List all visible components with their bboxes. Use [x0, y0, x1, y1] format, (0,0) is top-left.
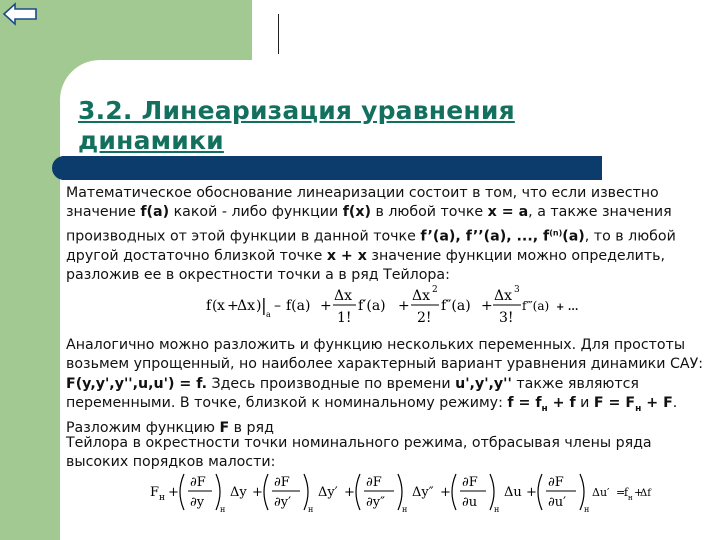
taylor-t2-pow: 2 [432, 285, 438, 295]
multi-bold-f-nominal-b: + f [547, 395, 576, 412]
taylor-minus: – [274, 298, 281, 314]
lin-Dup: Δu′ [592, 486, 610, 499]
lin-dup: ∂u′ [548, 495, 567, 510]
lin-dF-3: ∂F [366, 475, 382, 490]
lin-sub-3: н [402, 505, 408, 514]
intro-bold-xdx: x + x [326, 247, 367, 264]
multi-bold-f-nominal-sub: н [541, 404, 548, 415]
back-arrow-icon-shape[interactable] [4, 4, 36, 24]
taylor-t1-fn: f′(a) [358, 298, 386, 314]
lin-du: ∂u [462, 495, 478, 510]
paragraph-taylor-nominal: Тейлора в окрестности точки номинального режима, отбрасывая члены ряда высоких порядков малости: [66, 435, 652, 471]
lin-sub-5: н [584, 505, 590, 514]
lin-fn: f [624, 486, 629, 499]
lin-eq: = [616, 486, 626, 499]
multi-text-4: и [575, 395, 594, 412]
lin-plus-1: + [168, 485, 179, 500]
intro-text-1: Математическое обоснование линеаризации состоит в том, что если известно значение [66, 185, 659, 221]
lin-plus-6: + [634, 486, 644, 499]
lin-dy: ∂y [190, 495, 205, 510]
taylor-t1-num: Δx [334, 288, 353, 304]
lin-dF-1: ∂F [190, 475, 206, 490]
intro-bold-xa: x = a [487, 204, 529, 221]
multi-bold-f-nominal-a: f = f [507, 395, 542, 412]
lin-dyp: ∂y′ [274, 495, 292, 510]
taylor-series-formula [206, 283, 579, 327]
lin-sub-2: н [308, 505, 314, 514]
lin-Dyp: Δy′ [318, 485, 338, 500]
lin-Df: Δf [640, 488, 651, 499]
multi-text-3: также являются переменными. В точке, близкой к номинальному режиму: [66, 375, 639, 412]
taylor-t2-fn: f″(a) [441, 298, 471, 314]
multi-bold-equation: F(y,y',y'',u,u') = f. [66, 375, 207, 392]
lin-plus-4: + [440, 485, 451, 500]
lin-paren-l-4 [452, 474, 456, 510]
taylor-a-sub: a [266, 310, 271, 319]
intro-text-5: , то в любой другой достаточно близкой точке [66, 228, 676, 264]
taylor-bar: | [261, 296, 267, 316]
multi-bold-F-nominal-sub: н [635, 404, 642, 415]
lin-Fn: F [150, 485, 160, 500]
paragraph-intro [66, 184, 712, 286]
lin-sub-1: н [220, 505, 226, 514]
lin-Dy: Δy [230, 485, 247, 500]
taylor-fa: f(a) [286, 298, 311, 314]
taylor-plus-3: + [481, 298, 493, 314]
lin-plus-3: + [344, 485, 355, 500]
lin-dF-5: ∂F [548, 475, 564, 490]
taylor-t3-num: Δx [494, 288, 513, 304]
title-band [62, 156, 602, 180]
lin-dF-2: ∂F [274, 475, 290, 490]
slide-title: 3.2. Линеаризация уравнения динамики [78, 96, 515, 155]
taylor-t2-den: 2! [417, 310, 432, 326]
taylor-x: x [217, 298, 225, 314]
taylor-lp: ( [212, 298, 218, 314]
intro-bold-derivs: f’(a), f’’(a), ..., f [420, 228, 550, 245]
intro-bold-derivs-end: (a) [562, 228, 585, 245]
multi-bold-F: F [219, 420, 230, 437]
multi-bold-vars: u',y',y'' [455, 375, 512, 392]
intro-text-2: какой - либо функции [169, 204, 343, 221]
multi-text-1: Аналогично можно разложить и функцию нескольких переменных. Для простоты возьмем упрощенный, но наиболее характерный вариант уравнения динамики САУ: [66, 337, 704, 373]
lin-Du: Δu [504, 485, 522, 500]
lin-paren-l-5 [538, 474, 542, 510]
multi-text-5: . Разложим функцию [66, 395, 678, 437]
lin-Fn-sub: н [159, 493, 165, 503]
lin-paren-l-2 [264, 474, 268, 510]
intro-text-3: в любой точке [370, 204, 488, 221]
taylor-f: f [206, 298, 212, 314]
taylor-dx: Δx [237, 298, 256, 314]
back-arrow-icon[interactable] [2, 2, 38, 26]
lin-plus-5: + [526, 485, 537, 500]
paragraph-multivariable [66, 336, 716, 439]
lin-dF-4: ∂F [462, 475, 478, 490]
lin-plus-2: + [252, 485, 263, 500]
lin-paren-l-1 [180, 474, 184, 510]
lin-dypp: ∂y″ [366, 495, 385, 510]
lin-Dypp: Δy″ [412, 485, 434, 500]
intro-bold-fa: f(a) [140, 204, 170, 221]
linearized-equation-formula [150, 468, 650, 516]
taylor-t3-pow: 3 [514, 285, 520, 295]
vertical-divider [278, 14, 279, 54]
intro-text-4: , а также значения производных от этой функции в данной точке [66, 204, 672, 245]
taylor-plus-1: + [320, 298, 332, 314]
lin-sub-4: н [494, 505, 500, 514]
taylor-rp: ) [256, 298, 262, 314]
taylor-t3-den: 3! [499, 310, 514, 326]
intro-bold-fx: f(x) [342, 204, 371, 221]
taylor-t1-den: 1! [337, 310, 352, 326]
lin-paren-l-3 [356, 474, 360, 510]
taylor-t2-num: Δx [412, 288, 431, 304]
taylor-plus-0: + [227, 298, 239, 314]
lin-fn-sub: н [628, 494, 633, 502]
multi-bold-F-nominal-b: + F [641, 395, 673, 412]
taylor-ellipsis: + ... [556, 302, 579, 313]
taylor-t3-fn: f‴(a) [522, 299, 550, 313]
intro-bold-sup: (n) [549, 227, 563, 237]
multi-bold-F-nominal-a: F = F [593, 395, 636, 412]
intro-text-6: значение функции можно определить, разложив ее в окрестности точки а в ряд Тейлора: [66, 247, 666, 284]
taylor-plus-2: + [398, 298, 410, 314]
multi-text-2: Здесь производные по времени [207, 375, 456, 392]
multi-text-6: в ряд [229, 420, 274, 437]
